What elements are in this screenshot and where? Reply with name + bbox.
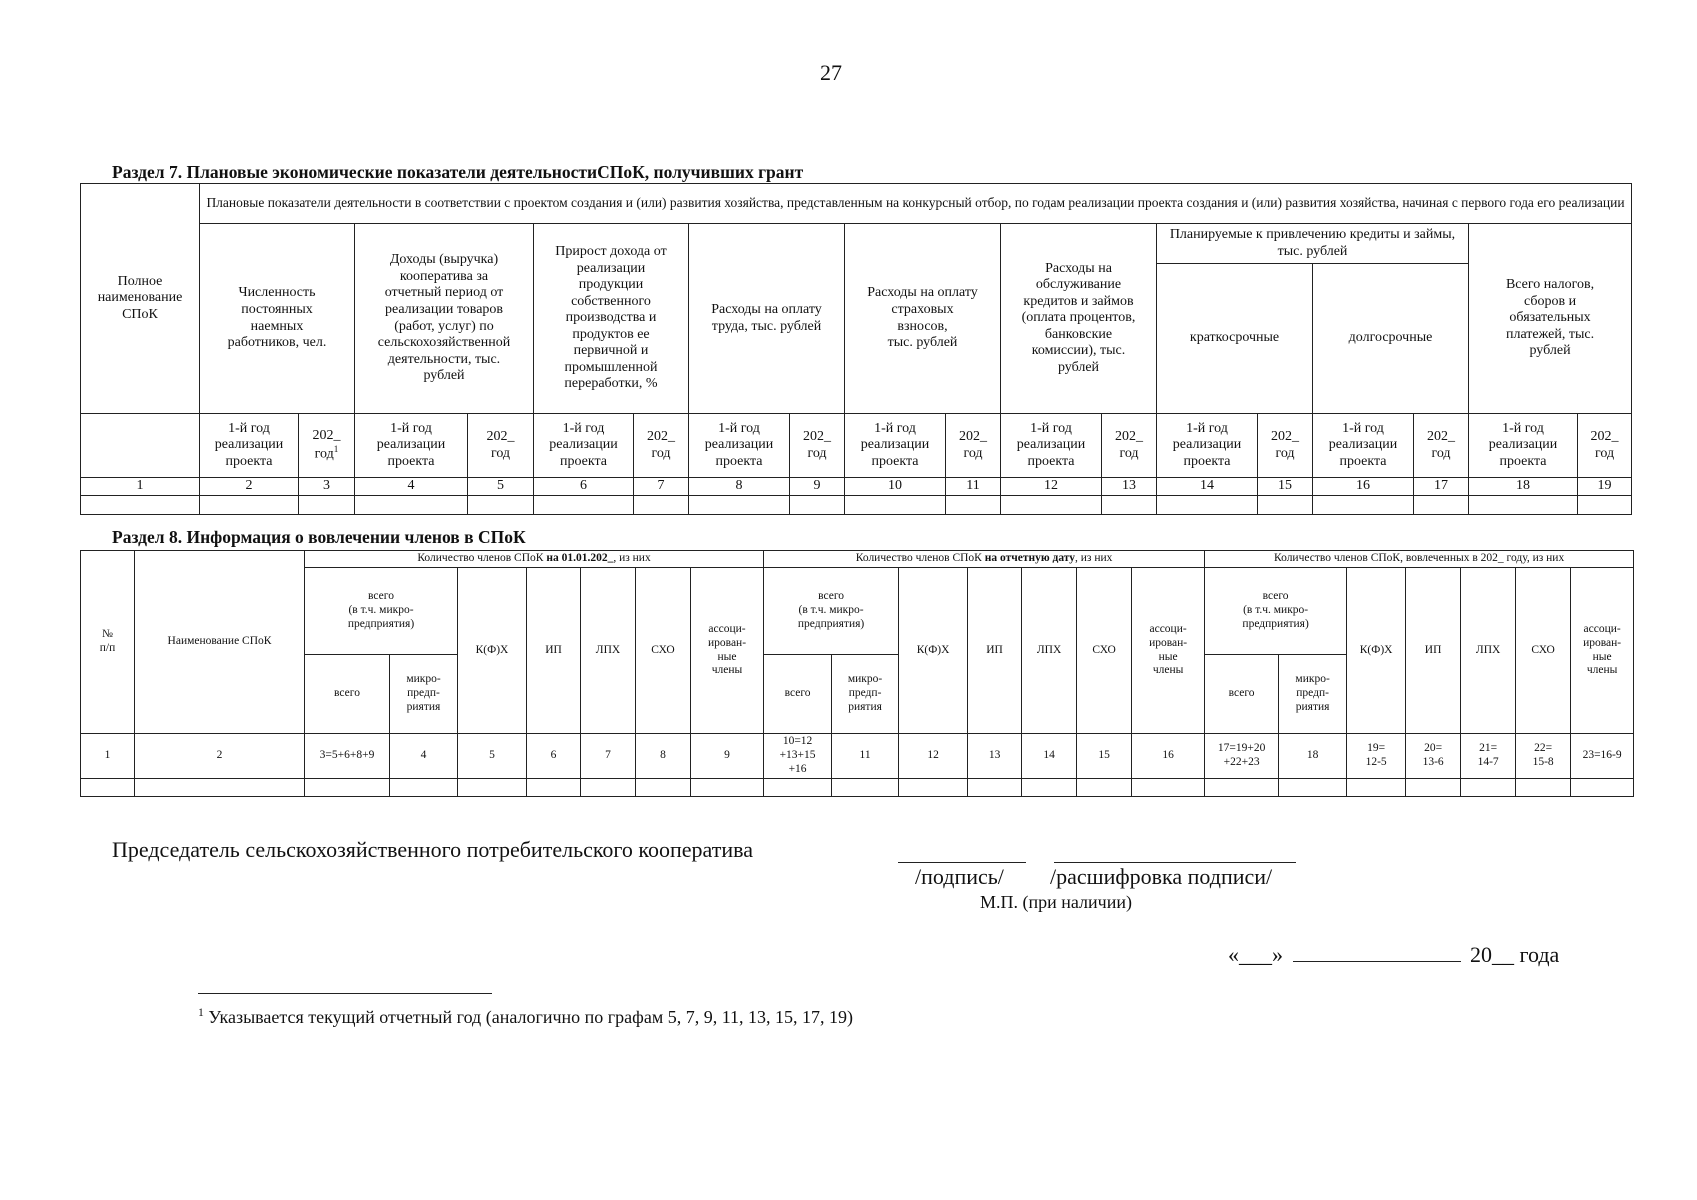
column-number: 6	[534, 478, 634, 496]
column-number: 19= 12-5	[1347, 734, 1406, 779]
header-year-n: 202_ год	[1578, 414, 1632, 478]
header-spok-name: Полное наименование СПоК	[81, 184, 200, 414]
column-number: 10=12 +13+15 +16	[764, 734, 832, 779]
column-number: 11	[946, 478, 1001, 496]
header-year-n: 202_ год	[790, 414, 845, 478]
header-credit-service-costs: Расходы на обслуживание кредитов и займов (оплата процентов, банковские комиссии), тыс. рублей	[1001, 224, 1157, 414]
header-long-term: долгосрочные	[1313, 264, 1469, 414]
column-number: 21= 14-7	[1461, 734, 1516, 779]
header-ip: ИП	[1406, 568, 1461, 734]
header-ip: ИП	[968, 568, 1022, 734]
header-year-1: 1-й год реализации проекта	[1001, 414, 1102, 478]
header-kfh: К(Ф)Х	[1347, 568, 1406, 734]
header-lph: ЛПХ	[1461, 568, 1516, 734]
header-total-incl-micro: всего (в т.ч. микро- предприятия)	[305, 568, 458, 655]
column-number: 12	[899, 734, 968, 779]
header-row-number: № п/п	[81, 551, 135, 734]
header-micro: микро- предп- риятия	[1279, 655, 1347, 734]
header-year-n: 202_ год	[634, 414, 689, 478]
column-number: 18	[1469, 478, 1578, 496]
header-year-1: 1-й год реализации проекта	[689, 414, 790, 478]
empty-data-row	[81, 779, 1634, 797]
header-micro: микро- предп- риятия	[390, 655, 458, 734]
column-number: 17=19+20 +22+23	[1205, 734, 1279, 779]
header-associated-members: ассоци- ирован- ные члены	[1571, 568, 1634, 734]
footnote	[198, 1006, 853, 1028]
column-number: 11	[832, 734, 899, 779]
column-number: 20= 13-6	[1406, 734, 1461, 779]
header-year-n: 202_ год	[468, 414, 534, 478]
stamp-label: М.П. (при наличии)	[980, 892, 1132, 912]
column-number: 13	[968, 734, 1022, 779]
column-number: 14	[1022, 734, 1077, 779]
header-total-incl-micro: всего (в т.ч. микро- предприятия)	[1205, 568, 1347, 655]
column-numbers-row	[81, 734, 1634, 779]
column-number: 23=16-9	[1571, 734, 1634, 779]
header-ip: ИП	[527, 568, 581, 734]
header-employees: Численность постоянных наемных работников, чел.	[200, 224, 355, 414]
header-year-n: 202_ год	[946, 414, 1001, 478]
column-number: 8	[636, 734, 691, 779]
signature-label: /подпись/	[915, 864, 1004, 889]
column-number: 2	[135, 734, 305, 779]
column-number: 15	[1258, 478, 1313, 496]
header-members-report-date: Количество членов СПоК на отчетную дату, из них	[764, 551, 1205, 568]
section-8-table	[80, 550, 1634, 797]
section-7-title: Раздел 7. Плановые экономические показатели деятельностиСПоК, получивших грант	[112, 162, 804, 182]
column-number: 7	[581, 734, 636, 779]
header-short-term: краткосрочные	[1157, 264, 1313, 414]
column-number: 1	[81, 478, 200, 496]
header-spok-name: Наименование СПоК	[135, 551, 305, 734]
header-year-1: 1-й год реализации проекта	[1469, 414, 1578, 478]
header-year-n: 202_ год	[1414, 414, 1469, 478]
column-number: 15	[1077, 734, 1132, 779]
column-number: 22= 15-8	[1516, 734, 1571, 779]
column-number: 3	[299, 478, 355, 496]
page-number: 27	[820, 60, 842, 85]
footnote-divider	[198, 993, 492, 994]
header-year-n: 202_ год	[1258, 414, 1313, 478]
footnote-text: Указывается текущий отчетный год (аналогично по графам 5, 7, 9, 11, 13, 15, 17, 19)	[203, 1007, 854, 1027]
column-number: 5	[458, 734, 527, 779]
header-revenue: Доходы (выручка) кооператива за отчетный период от реализации товаров (работ, услуг) по сельскохозяйственной деятельности, тыс. рублей	[355, 224, 534, 414]
header-insurance-costs: Расходы на оплату страховых взносов, тыс. рублей	[845, 224, 1001, 414]
column-number: 12	[1001, 478, 1102, 496]
header-kfh: К(Ф)Х	[899, 568, 968, 734]
header-year-1: 1-й год реализации проекта	[845, 414, 946, 478]
header-year-1: 1-й год реализации проекта	[355, 414, 468, 478]
header-total: всего	[764, 655, 832, 734]
header-planned-indicators: Плановые показатели деятельности в соответствии с проектом создания и (или) развития хозяйства, представленным на конкурсный отбор, по годам реализации проекта создания и (или) развития хозяйства, начиная с первого года его реализации	[200, 184, 1632, 224]
header-associated-members: ассоци- ирован- ные члены	[1132, 568, 1205, 734]
section-8-title: Раздел 8. Информация о вовлечении членов в СПоК	[112, 527, 526, 547]
header-micro: микро- предп- риятия	[832, 655, 899, 734]
chairman-label: Председатель сельскохозяйственного потребительского кооператива	[112, 837, 753, 862]
header-year-1: 1-й год реализации проекта	[200, 414, 299, 478]
column-number: 9	[691, 734, 764, 779]
column-number: 2	[200, 478, 299, 496]
header-members-start-year: Количество членов СПоК на 01.01.202_, из них	[305, 551, 764, 568]
header-kfh: К(Ф)Х	[458, 568, 527, 734]
section-7-table	[80, 183, 1632, 515]
header-sho: СХО	[1516, 568, 1571, 734]
signature-decode-line[interactable]	[1054, 862, 1296, 863]
signature-decode-label: /расшифровка подписи/	[1050, 864, 1273, 889]
date-day[interactable]: «___»	[1228, 942, 1283, 967]
column-number: 4	[390, 734, 458, 779]
column-number: 17	[1414, 478, 1469, 496]
header-income-growth: Прирост дохода от реализации продукции собственного производства и продуктов ее первичной и промышленной переработки, %	[534, 224, 689, 414]
empty-data-row	[81, 496, 1632, 515]
column-number: 1	[81, 734, 135, 779]
header-year-1: 1-й год реализации проекта	[534, 414, 634, 478]
signature-line[interactable]	[898, 862, 1026, 863]
column-number: 9	[790, 478, 845, 496]
column-number: 5	[468, 478, 534, 496]
column-number: 14	[1157, 478, 1258, 496]
column-number: 18	[1279, 734, 1347, 779]
header-year-1: 1-й год реализации проекта	[1313, 414, 1414, 478]
header-lph: ЛПХ	[1022, 568, 1077, 734]
header-associated-members: ассоци- ирован- ные члены	[691, 568, 764, 734]
header-year-n: 202_ год$^1$	[299, 414, 355, 478]
date-year[interactable]: 20__ года	[1470, 942, 1560, 967]
header-planned-credits: Планируемые к привлечению кредиты и займы, тыс. рублей	[1157, 224, 1469, 264]
header-sho: СХО	[1077, 568, 1132, 734]
date-month-line[interactable]	[1293, 960, 1461, 962]
column-number: 3=5+6+8+9	[305, 734, 390, 779]
header-labor-costs: Расходы на оплату труда, тыс. рублей	[689, 224, 845, 414]
column-number: 6	[527, 734, 581, 779]
column-number: 4	[355, 478, 468, 496]
footnote-number: 1	[198, 1006, 204, 1019]
header-sho: СХО	[636, 568, 691, 734]
column-number: 16	[1313, 478, 1414, 496]
header-year-1: 1-й год реализации проекта	[1157, 414, 1258, 478]
header-total: всего	[305, 655, 390, 734]
column-number: 7	[634, 478, 689, 496]
header-year-n: 202_ год	[1102, 414, 1157, 478]
column-number: 10	[845, 478, 946, 496]
header-taxes: Всего налогов, сборов и обязательных платежей, тыс. рублей	[1469, 224, 1632, 414]
header-lph: ЛПХ	[581, 568, 636, 734]
column-numbers-row	[81, 478, 1632, 496]
header-members-involved: Количество членов СПоК, вовлеченных в 202_ году, из них	[1205, 551, 1634, 568]
date-field	[1228, 942, 1559, 968]
column-number: 16	[1132, 734, 1205, 779]
column-number: 8	[689, 478, 790, 496]
footnote-mark: 1	[333, 444, 339, 455]
column-number: 13	[1102, 478, 1157, 496]
header-total: всего	[1205, 655, 1279, 734]
header-total-incl-micro: всего (в т.ч. микро- предприятия)	[764, 568, 899, 655]
column-number: 19	[1578, 478, 1632, 496]
